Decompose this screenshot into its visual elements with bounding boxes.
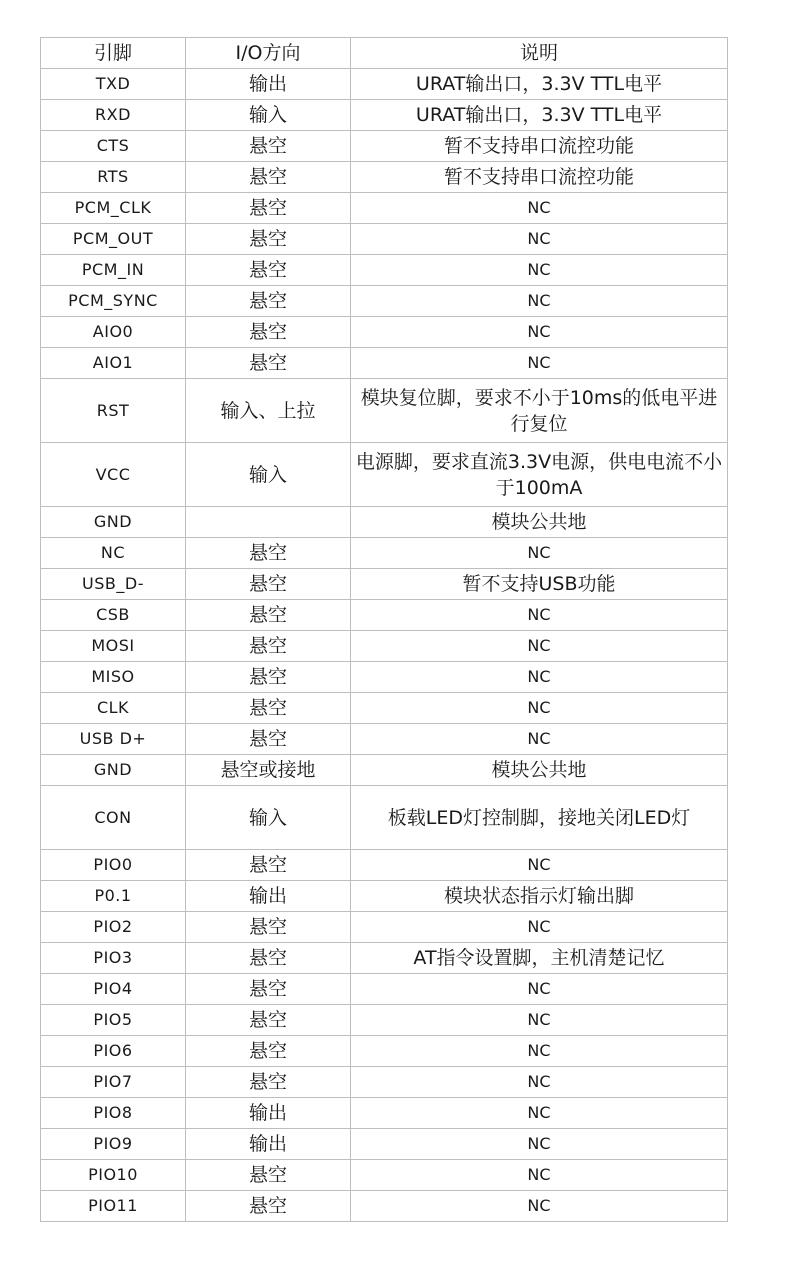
table-row	[41, 943, 728, 974]
pin-name-cell: CON	[41, 786, 186, 850]
description-cell: NC	[351, 1036, 728, 1067]
description-cell: 暂不支持USB功能	[351, 569, 728, 600]
description-cell: NC	[351, 1191, 728, 1222]
table-row	[41, 1160, 728, 1191]
header-pin: 引脚	[41, 38, 186, 69]
io-direction-cell: 输入、上拉	[186, 379, 351, 443]
table-row	[41, 755, 728, 786]
description-cell: 暂不支持串口流控功能	[351, 131, 728, 162]
io-direction-cell: 悬空	[186, 317, 351, 348]
pin-name-cell: RST	[41, 379, 186, 443]
table-row	[41, 100, 728, 131]
io-direction-cell: 悬空	[186, 224, 351, 255]
description-cell: NC	[351, 348, 728, 379]
description-cell: URAT输出口，3.3V TTL电平	[351, 69, 728, 100]
table-row	[41, 600, 728, 631]
io-direction-cell: 输出	[186, 1098, 351, 1129]
table-row	[41, 1191, 728, 1222]
pin-name-cell: USB D+	[41, 724, 186, 755]
table-row	[41, 912, 728, 943]
table-row	[41, 255, 728, 286]
io-direction-cell: 悬空	[186, 1036, 351, 1067]
io-direction-cell: 悬空	[186, 131, 351, 162]
io-direction-cell: 悬空	[186, 724, 351, 755]
io-direction-cell: 悬空	[186, 693, 351, 724]
io-direction-cell: 悬空	[186, 1067, 351, 1098]
table-row	[41, 724, 728, 755]
pin-name-cell: PIO11	[41, 1191, 186, 1222]
pin-name-cell: PIO5	[41, 1005, 186, 1036]
io-direction-cell: 悬空	[186, 1005, 351, 1036]
pin-definition-table	[40, 37, 728, 1222]
description-cell: NC	[351, 1129, 728, 1160]
table-row	[41, 1129, 728, 1160]
io-direction-cell: 悬空	[186, 974, 351, 1005]
table-row	[41, 507, 728, 538]
table-row	[41, 786, 728, 850]
pin-name-cell: CTS	[41, 131, 186, 162]
io-direction-cell: 悬空	[186, 1160, 351, 1191]
description-cell: NC	[351, 1005, 728, 1036]
pin-name-cell: PIO10	[41, 1160, 186, 1191]
table-row	[41, 974, 728, 1005]
pin-name-cell: GND	[41, 507, 186, 538]
description-cell: NC	[351, 600, 728, 631]
description-cell: 模块状态指示灯输出脚	[351, 881, 728, 912]
pin-name-cell: RXD	[41, 100, 186, 131]
io-direction-cell: 悬空	[186, 255, 351, 286]
io-direction-cell: 悬空	[186, 286, 351, 317]
io-direction-cell: 悬空	[186, 850, 351, 881]
io-direction-cell: 悬空	[186, 348, 351, 379]
pin-name-cell: VCC	[41, 443, 186, 507]
description-cell: NC	[351, 1067, 728, 1098]
table-row	[41, 162, 728, 193]
description-cell: 模块复位脚，要求不小于10ms的低电平进行复位	[351, 379, 728, 443]
io-direction-cell: 悬空	[186, 1191, 351, 1222]
pin-name-cell: PIO6	[41, 1036, 186, 1067]
table-row	[41, 631, 728, 662]
table-row	[41, 881, 728, 912]
pin-name-cell: PCM_SYNC	[41, 286, 186, 317]
description-cell: NC	[351, 317, 728, 348]
pin-name-cell: MISO	[41, 662, 186, 693]
table-row	[41, 1005, 728, 1036]
io-direction-cell: 输入	[186, 786, 351, 850]
io-direction-cell: 输入	[186, 443, 351, 507]
description-cell: 模块公共地	[351, 755, 728, 786]
description-cell: 电源脚，要求直流3.3V电源，供电电流不小于100mA	[351, 443, 728, 507]
pin-name-cell: AIO0	[41, 317, 186, 348]
pin-name-cell: PIO7	[41, 1067, 186, 1098]
io-direction-cell: 输出	[186, 1129, 351, 1160]
io-direction-cell: 悬空	[186, 538, 351, 569]
pin-name-cell: MOSI	[41, 631, 186, 662]
description-cell: NC	[351, 631, 728, 662]
pin-name-cell: PIO4	[41, 974, 186, 1005]
table-row	[41, 286, 728, 317]
io-direction-cell	[186, 507, 351, 538]
io-direction-cell: 输出	[186, 69, 351, 100]
description-cell: NC	[351, 286, 728, 317]
header-row	[41, 38, 728, 69]
pin-name-cell: CSB	[41, 600, 186, 631]
table-row	[41, 1036, 728, 1067]
table-row	[41, 662, 728, 693]
io-direction-cell: 悬空	[186, 569, 351, 600]
io-direction-cell: 悬空	[186, 631, 351, 662]
description-cell: NC	[351, 1098, 728, 1129]
description-cell: 板载LED灯控制脚，接地关闭LED灯	[351, 786, 728, 850]
pin-name-cell: P0.1	[41, 881, 186, 912]
io-direction-cell: 悬空	[186, 193, 351, 224]
pin-name-cell: RTS	[41, 162, 186, 193]
description-cell: NC	[351, 538, 728, 569]
table-row	[41, 379, 728, 443]
pin-name-cell: PCM_CLK	[41, 193, 186, 224]
pin-name-cell: GND	[41, 755, 186, 786]
table-row	[41, 224, 728, 255]
pin-name-cell: PIO8	[41, 1098, 186, 1129]
table-body	[41, 69, 728, 1222]
pin-name-cell: USB_D-	[41, 569, 186, 600]
pin-name-cell: NC	[41, 538, 186, 569]
table-row	[41, 348, 728, 379]
table-row	[41, 443, 728, 507]
io-direction-cell: 悬空	[186, 162, 351, 193]
table-row	[41, 1067, 728, 1098]
description-cell: NC	[351, 1160, 728, 1191]
description-cell: NC	[351, 850, 728, 881]
io-direction-cell: 输出	[186, 881, 351, 912]
table-row	[41, 850, 728, 881]
description-cell: AT指令设置脚，主机清楚记忆	[351, 943, 728, 974]
header-description: 说明	[351, 38, 728, 69]
table-row	[41, 538, 728, 569]
description-cell: 暂不支持串口流控功能	[351, 162, 728, 193]
description-cell: NC	[351, 224, 728, 255]
pin-name-cell: PIO0	[41, 850, 186, 881]
table-row	[41, 131, 728, 162]
table-row	[41, 693, 728, 724]
description-cell: 模块公共地	[351, 507, 728, 538]
table-row	[41, 69, 728, 100]
pin-name-cell: PIO3	[41, 943, 186, 974]
io-direction-cell: 悬空	[186, 912, 351, 943]
pin-name-cell: AIO1	[41, 348, 186, 379]
io-direction-cell: 输入	[186, 100, 351, 131]
io-direction-cell: 悬空或接地	[186, 755, 351, 786]
description-cell: NC	[351, 724, 728, 755]
description-cell: NC	[351, 193, 728, 224]
io-direction-cell: 悬空	[186, 662, 351, 693]
table-row	[41, 1098, 728, 1129]
description-cell: NC	[351, 912, 728, 943]
table-row	[41, 317, 728, 348]
description-cell: NC	[351, 693, 728, 724]
table-row	[41, 193, 728, 224]
header-io-direction: I/O方向	[186, 38, 351, 69]
description-cell: NC	[351, 974, 728, 1005]
description-cell: URAT输出口，3.3V TTL电平	[351, 100, 728, 131]
io-direction-cell: 悬空	[186, 600, 351, 631]
io-direction-cell: 悬空	[186, 943, 351, 974]
table-row	[41, 569, 728, 600]
pin-name-cell: CLK	[41, 693, 186, 724]
pin-name-cell: PIO9	[41, 1129, 186, 1160]
description-cell: NC	[351, 255, 728, 286]
pin-name-cell: PCM_OUT	[41, 224, 186, 255]
pin-name-cell: TXD	[41, 69, 186, 100]
pin-name-cell: PCM_IN	[41, 255, 186, 286]
description-cell: NC	[351, 662, 728, 693]
pin-name-cell: PIO2	[41, 912, 186, 943]
